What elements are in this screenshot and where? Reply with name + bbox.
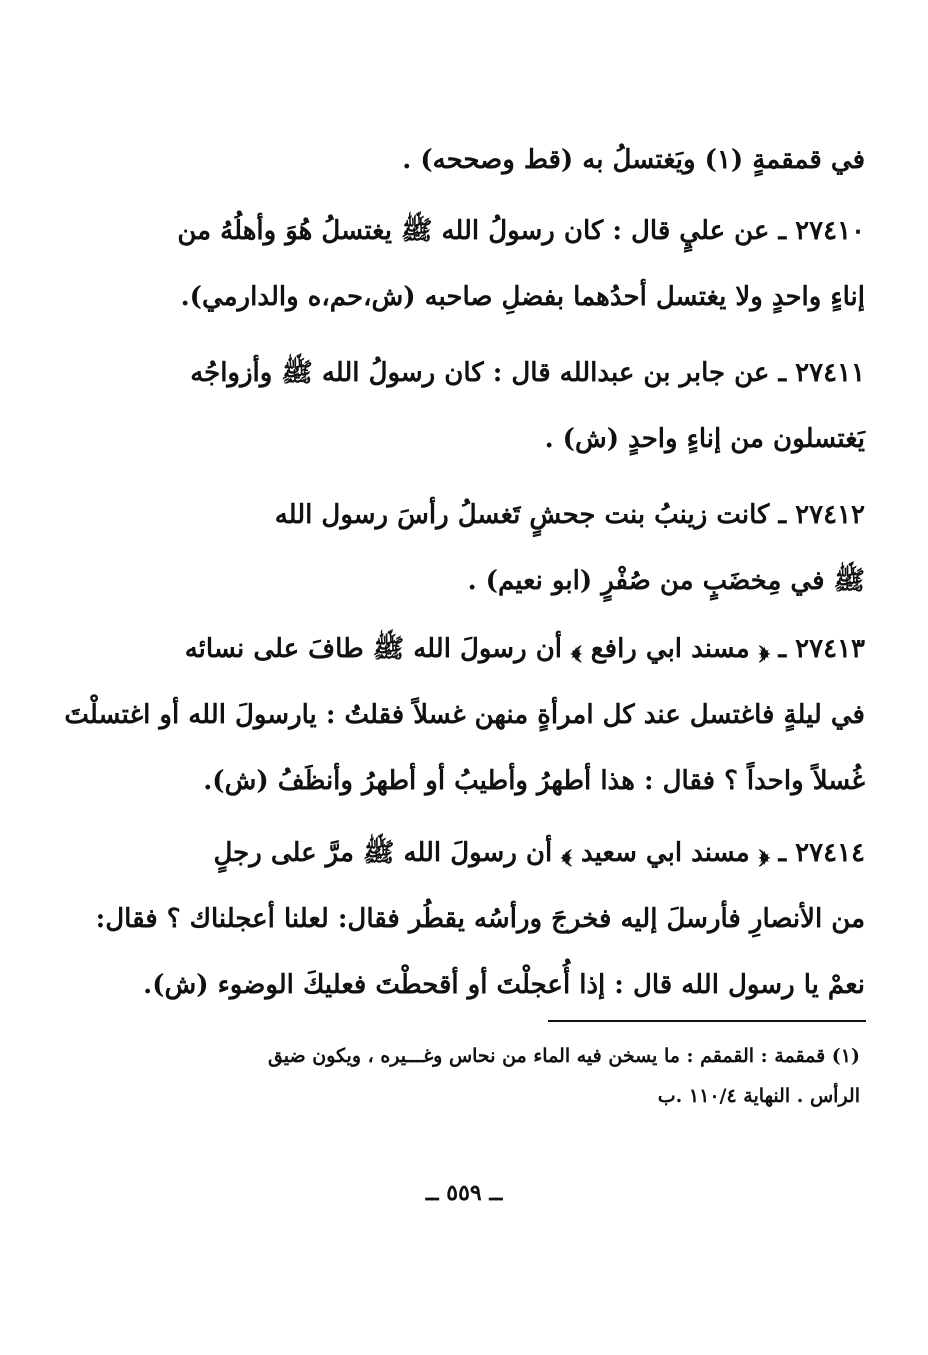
- text-line: إناءٍ واحدٍ ولا يغتسل أحدُهما بفضلِ صاحبه (ش،حم،ه والدارمي).: [180, 282, 865, 312]
- footnote-line: الرأس . النهاية ١١٠/٤ .ب: [657, 1085, 860, 1107]
- hadith-entry-27411: [150, 340, 865, 472]
- text-line: غُسلاً واحداً ؟ فقال : هذا أطهرُ وأطيبُ أو أطهرُ وأنظَفُ (ش).: [203, 766, 865, 796]
- text-line: ٢٧٤١٢ ـ كانت زينبُ بنت جحشٍ تَغسلُ رأسَ رسول الله: [274, 500, 865, 530]
- text-line: في ليلةٍ فاغتسل عند كل امرأةٍ منهن غسلاً فقلتُ : يارسولَ الله أو اغتسلْتَ: [64, 700, 865, 730]
- footnote-line: (١) قمقمة : القمقم : ما يسخن فيه الماء من نحاس وغـــيره ، ويكون ضيق: [267, 1045, 860, 1067]
- text-line: يَغتسلون من إناءٍ واحدٍ (ش) .: [544, 424, 865, 454]
- entry-continuation: [150, 127, 865, 193]
- hadith-entry-27410: [150, 198, 865, 330]
- text-line: في قمقمةٍ (١) ويَغتسلُ به (قط وصححه) .: [402, 145, 865, 175]
- text-line: ٢٧٤١٣ ـ ﴿ مسند ابي رافع ﴾ أن رسولَ الله ﷺ طافَ على نسائه: [184, 634, 865, 664]
- text-line: ﷺ في مِخضَبٍ من صُفْرٍ (ابو نعيم) .: [467, 566, 865, 596]
- footnote: [160, 1036, 860, 1116]
- text-line: ٢٧٤١٠ ـ عن عليٍ قال : كان رسولُ الله ﷺ يغتسلُ هُوَ وأهلُهُ من: [177, 216, 865, 246]
- page-number: ــ ٥٥٩ ــ: [425, 1180, 503, 1206]
- hadith-entry-27413: [64, 616, 865, 814]
- text-line: ٢٧٤١١ ـ عن جابر بن عبدالله قال : كان رسولُ الله ﷺ وأزواجُه: [190, 358, 865, 388]
- footnote-divider: [548, 1020, 866, 1022]
- hadith-entry-27412: [150, 482, 865, 614]
- text-line: ٢٧٤١٤ ـ ﴿ مسند ابي سعيد ﴾ أن رسولَ الله ﷺ مرَّ على رجلٍ: [213, 838, 865, 868]
- text-line: نعمْ يا رسول الله قال : إذا أُعجلْتَ أو أقحطْتَ فعليكَ الوضوء (ش).: [143, 970, 865, 1000]
- hadith-entry-27414: [95, 820, 865, 1018]
- text-line: من الأنصارِ فأرسلَ إليه فخرجَ ورأسُه يقطُر فقال: لعلنا أعجلناك ؟ فقال:: [95, 904, 865, 934]
